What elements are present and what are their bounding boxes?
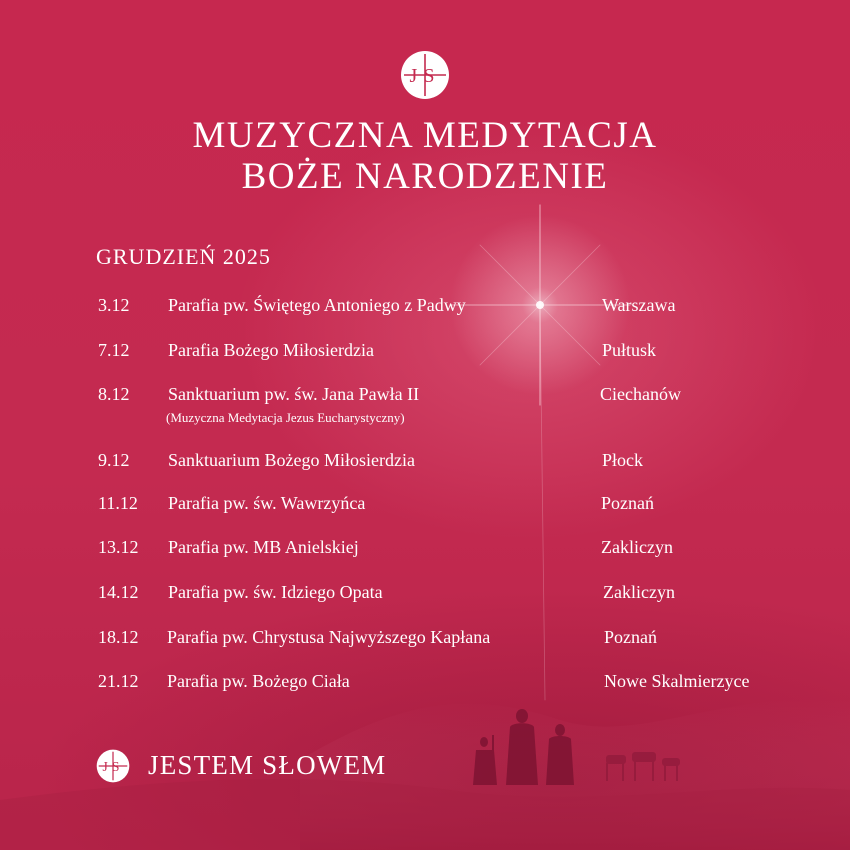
event-date: 8.12 (98, 384, 130, 404)
event-city: Nowe Skalmierzyce (604, 671, 750, 691)
logo-text: JS (409, 65, 441, 87)
event-city: Ciechanów (600, 384, 681, 404)
event-venue: Parafia Bożego Miłosierdzia (168, 340, 374, 360)
event-row (0, 340, 850, 370)
event-city: Poznań (601, 493, 654, 513)
event-city: Poznań (604, 627, 657, 647)
event-city: Pułtusk (602, 340, 657, 360)
js-logo-icon (400, 50, 450, 100)
event-venue: Sanktuarium Bożego Miłosierdzia (168, 450, 415, 470)
event-date: 14.12 (98, 582, 139, 602)
event-row (0, 537, 850, 567)
event-date: 3.12 (98, 295, 130, 315)
event-row (0, 384, 850, 434)
footer-brand-name: JESTEM SŁOWEM (148, 750, 387, 780)
event-date: 21.12 (98, 671, 139, 691)
event-row (0, 295, 850, 325)
event-city: Płock (602, 450, 644, 470)
event-venue: Parafia pw. MB Anielskiej (168, 537, 359, 557)
event-venue: Parafia pw. Chrystusa Najwyższego Kapłana (167, 627, 491, 647)
event-date: 9.12 (98, 450, 130, 470)
event-row (0, 493, 850, 523)
event-row (0, 671, 850, 701)
event-venue: Parafia pw. św. Wawrzyńca (168, 493, 366, 513)
event-venue: Parafia pw. św. Idziego Opata (168, 582, 383, 602)
event-city: Zakliczyn (603, 582, 675, 602)
event-city: Warszawa (602, 295, 676, 315)
event-row (0, 627, 850, 657)
event-date: 7.12 (98, 340, 130, 360)
event-date: 11.12 (98, 493, 138, 513)
footer-logo-text: JS (102, 758, 124, 774)
event-date: 18.12 (98, 627, 139, 647)
month-heading: GRUDZIEŃ 2025 (96, 244, 271, 269)
event-venue: Parafia pw. Bożego Ciała (167, 671, 350, 691)
title-line-2: BOŻE NARODZENIE (241, 156, 609, 197)
event-city: Zakliczyn (601, 537, 673, 557)
event-note: (Muzyczna Medytacja Jezus Eucharystyczny) (166, 410, 405, 425)
js-logo-footer-icon (96, 749, 130, 783)
event-date: 13.12 (98, 537, 139, 557)
event-venue: Sanktuarium pw. św. Jana Pawła II (168, 384, 420, 404)
title-line-1: MUZYCZNA MEDYTACJA (192, 115, 658, 156)
event-row (0, 450, 850, 480)
event-venue: Parafia pw. Świętego Antoniego z Padwy (168, 295, 466, 315)
event-row (0, 582, 850, 612)
